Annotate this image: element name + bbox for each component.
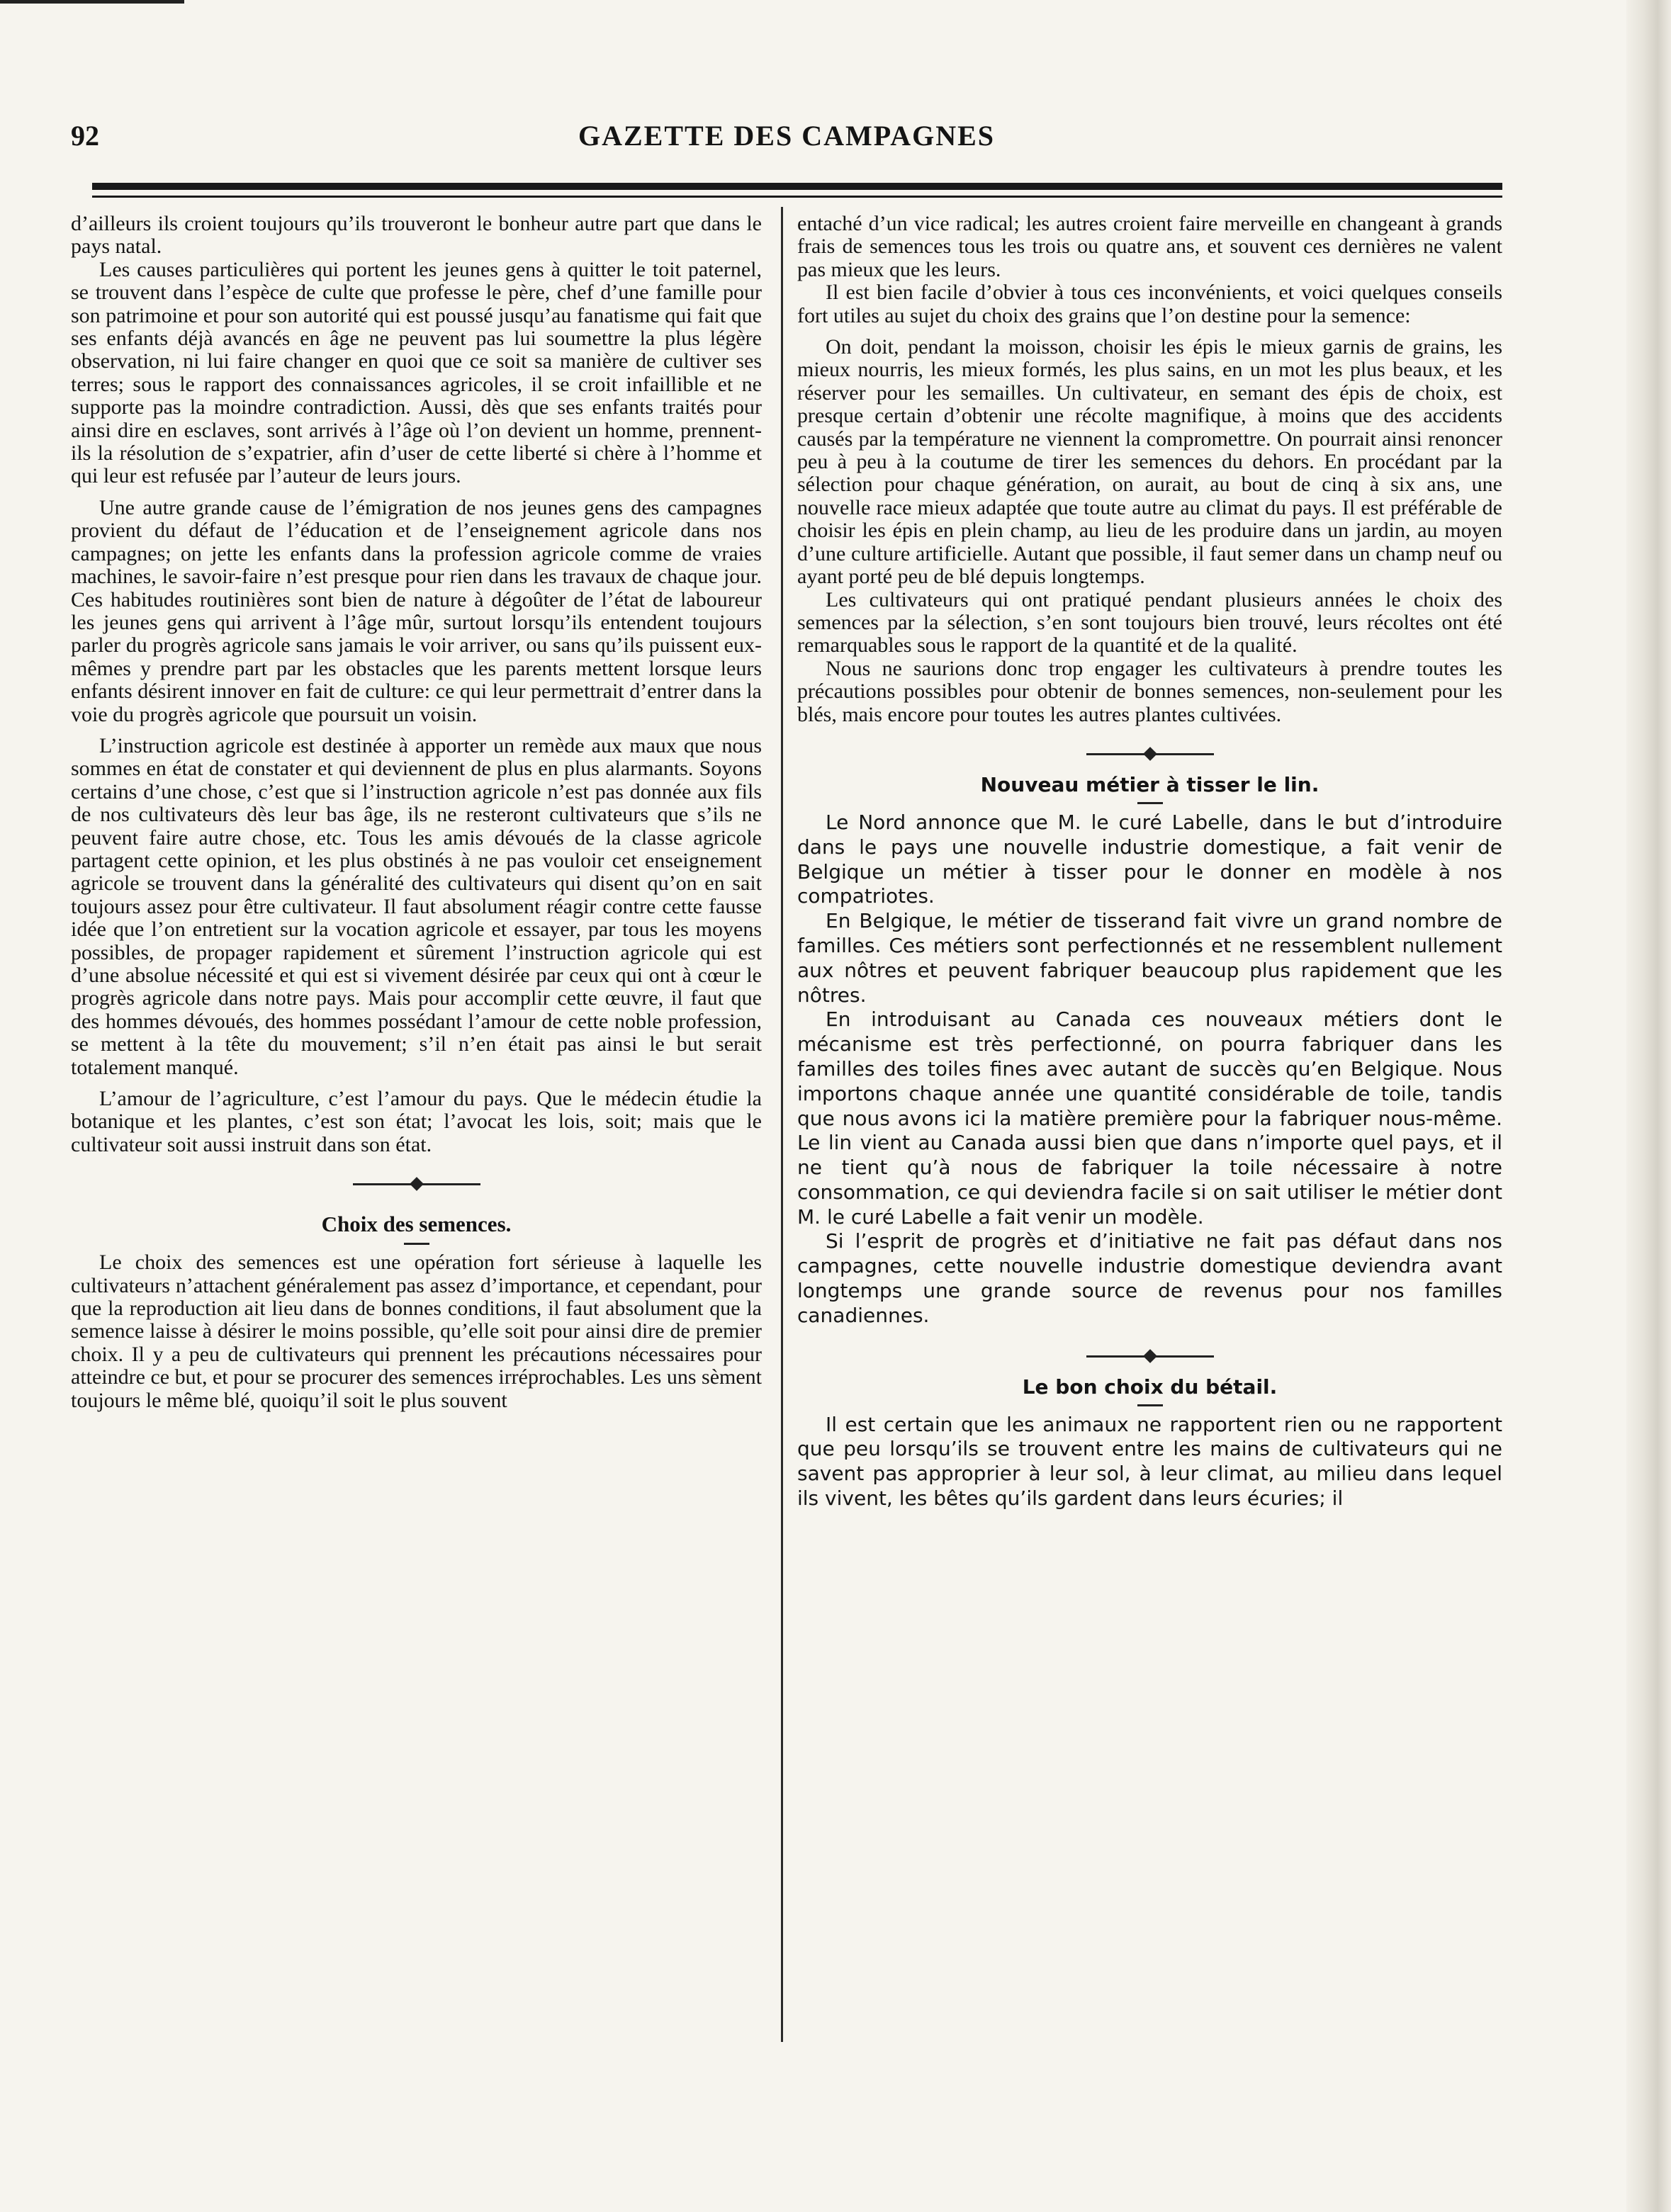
metier-article (797, 811, 1502, 1511)
column-divider (781, 207, 783, 2042)
paragraph: On doit, pendant la moisson, choisir les épis le mieux garnis de grains, les mieux nourris, les mieux formés, les plus sains, en un mot les plus beaux, et les réserver pour les semailles. Un cultivateur, en semant des épis de choix, est presque certain d’obtenir une récolte magnifique, à moins que des accidents causés par la température ne viennent la compromettre. On pourrait ainsi renoncer peu à peu à la coutume de tirer les semences du dehors. En procédant par la sélection pour chaque génération, on aurait, au bout de cinq à six ans, une nouvelle race mieux adaptée que toute autre au climat du pays. Il est préférable de choisir les épis en plein champ, au lieu de les produire dans un jardin, au moyen d’une culture artificielle. Autant que possible, il faut semer dans un champ neuf ou ayant porté peu de blé depuis longtemps. (797, 335, 1502, 589)
paragraph: Si l’esprit de progrès et d’initiative ne fait pas défaut dans nos campagnes, cette nouvelle industrie domestique deviendra avant longtemps une grande source de revenus pour nos familles canadiennes. (797, 1229, 1502, 1327)
page-number: 92 (71, 120, 99, 152)
paragraph: Il est certain que les animaux ne rapportent rien ou ne rapportent que peu lorsqu’ils se trouvent entre les mains de cultivateurs qui ne savent pas approprier à leur sol, à leur climat, au milieu dans lequel ils vivent, les bêtes qu’ils gardent dans leurs écuries; il (797, 1412, 1502, 1511)
paragraph: En introduisant au Canada ces nouveaux métiers dont le mécanisme est très perfectionné, on pourra fabriquer dans les familles des toiles fines avec autant de succès qu’en Belgique. Nous importons chaque année une quantité considérable de toile, tandis que nous avons ici la matière première pour la fabriquer nous-même. Le lin vient au Canada aussi bien que dans n’importe quel pays, et il ne tient qu’à nous de fabriquer la toile nécessaire à notre consommation, ce qui deviendra facile si on sait utiliser le métier dont M. le curé Labelle a fait venir un modèle. (797, 1008, 1502, 1229)
section-ornament (797, 1345, 1502, 1367)
paragraph: En Belgique, le métier de tisserand fait vivre un grand nombre de familles. Ces métiers sont perfectionnés et ne ressemblent nullement aux nôtres et peuvent fabriquer beaucoup plus rapidement que les nôtres. (797, 909, 1502, 1007)
heading-dash (71, 1237, 762, 1251)
paragraph: L’instruction agricole est destinée à apporter un remède aux maux que nous sommes en état de constater et qui deviennent de plus en plus alarmants. Soyons certains d’une chose, c’est que si l’instruction agricole n’est pas donnée aux fils de nos cultivateurs dès leur bas âge, ils ne resteront cultivateurs que s’ils ne peuvent faire autre chose, etc. Tous les amis dévoués de la classe agricole partagent cette opinion, et les plus obstinés à ne pas vouloir cet enseignement agricole se trouvent dans la généralité des cultivateurs qui disent qu’on en sait toujours assez pour être cultivateur. Il faut absolument réagir contre cette fausse idée que l’on entretient sur la vocation agricole et essayer, par tous les moyens possibles, de propager rapidement et sûrement l’instruction agricole qui est d’une absolue nécessité et qui est si vivement désirée par ceux qui ont à cœur le progrès agricole dans notre pays. Mais pour accomplir cette œuvre, il faut que des hommes dévoués, des hommes possédant l’amour de cette noble profession, se mettent à la tête du mouvement; s’il n’en était pas ainsi le but serait totalement manqué. (71, 733, 762, 1079)
paragraph: d’ailleurs ils croient toujours qu’ils trouveront le bonheur autre part que dans le pays natal. (71, 213, 762, 259)
section-heading-semences: Choix des semences. (321, 1212, 512, 1237)
paragraph: entaché d’un vice radical; les autres croient faire merveille en changeant à grands frais de semences tous les trois ou quatre ans, et souvent ces dernières ne valent pas mieux que les leurs. (797, 213, 1502, 281)
left-column (71, 213, 762, 2055)
paragraph: Les causes particulières qui portent les jeunes gens à quitter le toit paternel, se trouvent dans l’espèce de culte que professe le père, chef d’une famille pour son patrimoine et pour son autorité qui est poussé jusqu’au fanatisme qui fait que ses enfants déjà avancés en âge ne peuvent pas lui soumettre la plus légère observation, ni lui faire changer en quoi que ce soit sa manière de cultiver ses terres; sous le rapport des connaissances agricoles, il se croit infaillible et ne supporte pas la moindre contradiction. Aussi, dès que ses enfants traités pour ainsi dire en esclaves, sont arrivés à l’âge où l’on devient un homme, prennent-ils la résolution de s’expatrier, afin d’user de cette liberté si chère à l’homme et qui leur est refusée par l’auteur de leurs jours. (71, 257, 762, 488)
paragraph: Le choix des semences est une opération fort sérieuse à laquelle les cultivateurs n’attachent généralement pas assez d’importance, et cependant, pour que la reproduction ait lieu dans de bonnes conditions, il faut absolument que la semence laisse à désirer le moins possible, qu’elle soit pour ainsi dire de premier choix. Il y a peu de cultivateurs qui prennent les précautions nécessaires pour atteindre ce but, et pour se procurer des semences irréprochables. Les uns sèment toujours le même blé, quoiqu’il soit le plus souvent (71, 1251, 762, 1412)
top-edge-rule (0, 0, 184, 4)
section-heading-betail: Le bon choix du bétail. (1022, 1375, 1278, 1399)
section-ornament (797, 743, 1502, 764)
heading-dash (797, 796, 1502, 811)
paragraph: Nous ne saurions donc trop engager les cultivateurs à prendre toutes les précautions possibles pour obtenir de bonnes semences, non-seulement pour les blés, mais encore pour toutes les autres plantes cultivées. (797, 656, 1502, 726)
binding-edge (1626, 0, 1671, 2212)
paragraph: L’amour de l’agriculture, c’est l’amour du pays. Que le médecin étudie la botanique et les plantes, c’est son état; l’avocat les lois, soit; mais que le cultivateur soit aussi instruit dans son état. (71, 1087, 762, 1156)
header-rule-thin (92, 196, 1502, 198)
paragraph: Les cultivateurs qui ont pratiqué pendant plusieurs années le choix des semences par la sélection, s’en sont toujours bien trouvé, leurs récoltes ont été remarquables sous le rapport de la quantité et de la qualité. (797, 587, 1502, 658)
right-column (797, 213, 1502, 2055)
page-header (71, 119, 1502, 162)
header-rule-thick (92, 183, 1502, 190)
section-heading-metier: Nouveau métier à tisser le lin. (980, 772, 1320, 796)
running-title: GAZETTE DES CAMPAGNES (578, 120, 995, 152)
heading-dash (797, 1399, 1502, 1413)
section-ornament (71, 1173, 762, 1195)
paragraph: Il est bien facile d’obvier à tous ces inconvénients, et voici quelques conseils fort utiles au sujet du choix des grains que l’on destine pour la semence: (797, 281, 1502, 327)
paragraph: Le Nord annonce que M. le curé Labelle, dans le but d’introduire dans le pays une nouvelle industrie domestique, a fait venir de Belgique un métier à tisser pour le donner en modèle à nos compatriotes. (797, 810, 1502, 908)
paragraph: Une autre grande cause de l’émigration de nos jeunes gens des campagnes provient du défaut de l’éducation et de l’enseignement agricole dans nos campagnes; on jette les enfants dans la profession agricole comme de vraies machines, le savoir-faire n’est presque pour rien dans les travaux de chaque jour. Ces habitudes routinières sont bien de nature à dégoûter de l’état de laboureur les jeunes gens qui arrivent à l’âge mûr, surtout lorsqu’ils entendent toujours parler du progrès agricole sans jamais le voir arriver, ou sans qu’ils puissent eux-mêmes y prendre part par les obstacles que les parents mettent lorsque leurs enfants désirent innover en fait de culture: ce qui leur permettrait d’entrer dans la voie du progrès agricole que poursuit un voisin. (71, 495, 762, 726)
